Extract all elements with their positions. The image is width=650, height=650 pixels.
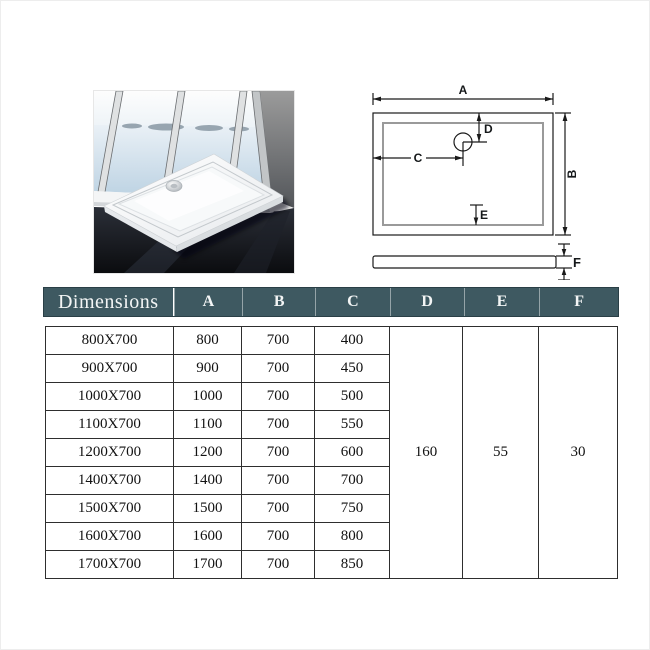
drain-center <box>171 184 178 188</box>
label-A: A <box>458 83 468 97</box>
size-cell: 1600X700 <box>46 523 174 551</box>
b-cell: 700 <box>242 327 315 355</box>
product-photo <box>93 90 295 274</box>
b-cell: 700 <box>242 495 315 523</box>
b-cell: 700 <box>242 355 315 383</box>
c-cell: 800 <box>315 523 390 551</box>
c-cell: 550 <box>315 411 390 439</box>
a-cell: 1000 <box>174 383 242 411</box>
label-E: E <box>480 208 489 222</box>
size-cell: 1100X700 <box>46 411 174 439</box>
header-D: D <box>390 288 464 316</box>
table-row <box>46 327 618 355</box>
tray-outline-outer <box>373 113 553 235</box>
a-cell: 900 <box>174 355 242 383</box>
label-D: D <box>484 122 493 136</box>
header-A: A <box>174 288 243 316</box>
table-header <box>43 287 619 317</box>
b-cell: 700 <box>242 467 315 495</box>
b-cell: 700 <box>242 411 315 439</box>
b-cell: 700 <box>242 439 315 467</box>
header-dimensions: Dimensions <box>44 288 174 316</box>
dimension-diagram <box>360 80 650 280</box>
size-cell: 800X700 <box>46 327 174 355</box>
b-cell: 700 <box>242 383 315 411</box>
c-cell: 850 <box>315 551 390 579</box>
f-merged-cell: 30 <box>539 327 618 579</box>
c-cell: 400 <box>315 327 390 355</box>
a-cell: 1500 <box>174 495 242 523</box>
a-cell: 1600 <box>174 523 242 551</box>
d-merged-cell: 160 <box>390 327 463 579</box>
header-C: C <box>315 288 390 316</box>
a-cell: 1200 <box>174 439 242 467</box>
c-cell: 500 <box>315 383 390 411</box>
label-F: F <box>573 255 581 270</box>
b-cell: 700 <box>242 523 315 551</box>
size-cell: 1200X700 <box>46 439 174 467</box>
label-B: B <box>565 169 579 179</box>
b-cell: 700 <box>242 551 315 579</box>
c-cell: 600 <box>315 439 390 467</box>
size-cell: 1000X700 <box>46 383 174 411</box>
size-cell: 900X700 <box>46 355 174 383</box>
size-cell: 1400X700 <box>46 467 174 495</box>
header-E: E <box>464 288 540 316</box>
tray-side-view <box>373 256 556 268</box>
c-cell: 700 <box>315 467 390 495</box>
dimensions-table <box>45 326 618 579</box>
shower-tray-photo-graphic <box>94 91 294 273</box>
header-B: B <box>242 288 315 316</box>
size-cell: 1700X700 <box>46 551 174 579</box>
size-cell: 1500X700 <box>46 495 174 523</box>
e-merged-cell: 55 <box>463 327 539 579</box>
a-cell: 800 <box>174 327 242 355</box>
c-cell: 450 <box>315 355 390 383</box>
header-F: F <box>539 288 618 316</box>
a-cell: 1700 <box>174 551 242 579</box>
a-cell: 1400 <box>174 467 242 495</box>
label-C: C <box>413 151 423 165</box>
c-cell: 750 <box>315 495 390 523</box>
a-cell: 1100 <box>174 411 242 439</box>
plan-view <box>373 93 572 280</box>
